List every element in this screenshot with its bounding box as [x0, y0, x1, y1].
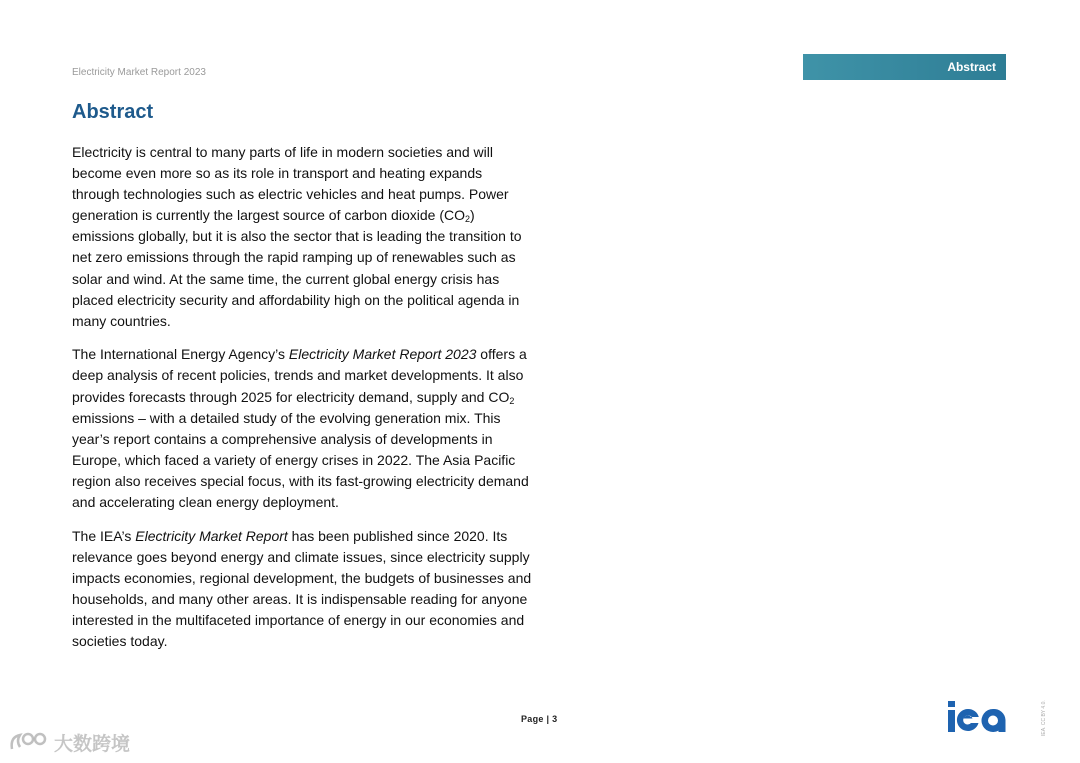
p3-part-a: The IEA’s	[72, 527, 136, 544]
license-text: IEA. CC BY 4.0.	[1041, 700, 1047, 736]
co2-subscript: 2	[464, 214, 470, 225]
section-tab	[803, 54, 1006, 80]
p2-part-c: emissions – with a detailed study of the evolving generation mix. This year’s report contains a comprehensive analysis of developments in Europe, which faced a variety of energy crises in 2022. The Asia Pacific region also receives special focus, with its fast-growing electricity demand and accelerating clean energy deployment.	[72, 409, 529, 510]
watermark	[8, 728, 130, 756]
running-header: Electricity Market Report 2023	[72, 67, 206, 78]
paragraph-1	[72, 142, 532, 332]
page-title: Abstract	[72, 101, 154, 123]
p2-part-b: offers a deep analysis of recent policies, trends and market developments. It also provides forecasts through 2025 for electricity demand, supply and CO	[72, 346, 527, 405]
section-tab-label: Abstract	[947, 60, 996, 74]
iea-logo	[946, 699, 1008, 735]
watermark-text: 大数跨境	[54, 733, 131, 755]
page-number: Page | 3	[521, 714, 558, 724]
paragraph-3	[72, 526, 532, 653]
p1-part-a: Electricity is central to many parts of life in modern societies and will become even more so as its role in transport and heating expands through technologies such as electric vehicles and heat pumps. Power generation is currently the largest source of carbon dioxide (CO	[72, 144, 509, 224]
co2-subscript: 2	[509, 395, 515, 406]
p1-part-b: ) emissions globally, but it is also the sector that is leading the transition to net zero emissions through the rapid ramping up of renewables such as solar and wind. At the same time, the current global energy crisis has placed electricity security and affordability high on the political agenda in many countries.	[72, 207, 522, 329]
p3-report-title: Electricity Market Report	[135, 527, 288, 544]
paragraph-2	[72, 344, 532, 513]
watermark-logo-icon	[8, 729, 50, 755]
p2-report-title: Electricity Market Report 2023	[288, 346, 477, 363]
body-text	[72, 142, 532, 665]
p2-part-a: The International Energy Agency’s	[72, 346, 289, 363]
p3-part-b: has been published since 2020. Its relevance goes beyond energy and climate issues, since electricity supply impacts economies, regional development, the budgets of businesses and households, and many other areas. It is indispensable reading for anyone interested in the multifaceted importance of energy in our economies and societies today.	[72, 527, 532, 650]
